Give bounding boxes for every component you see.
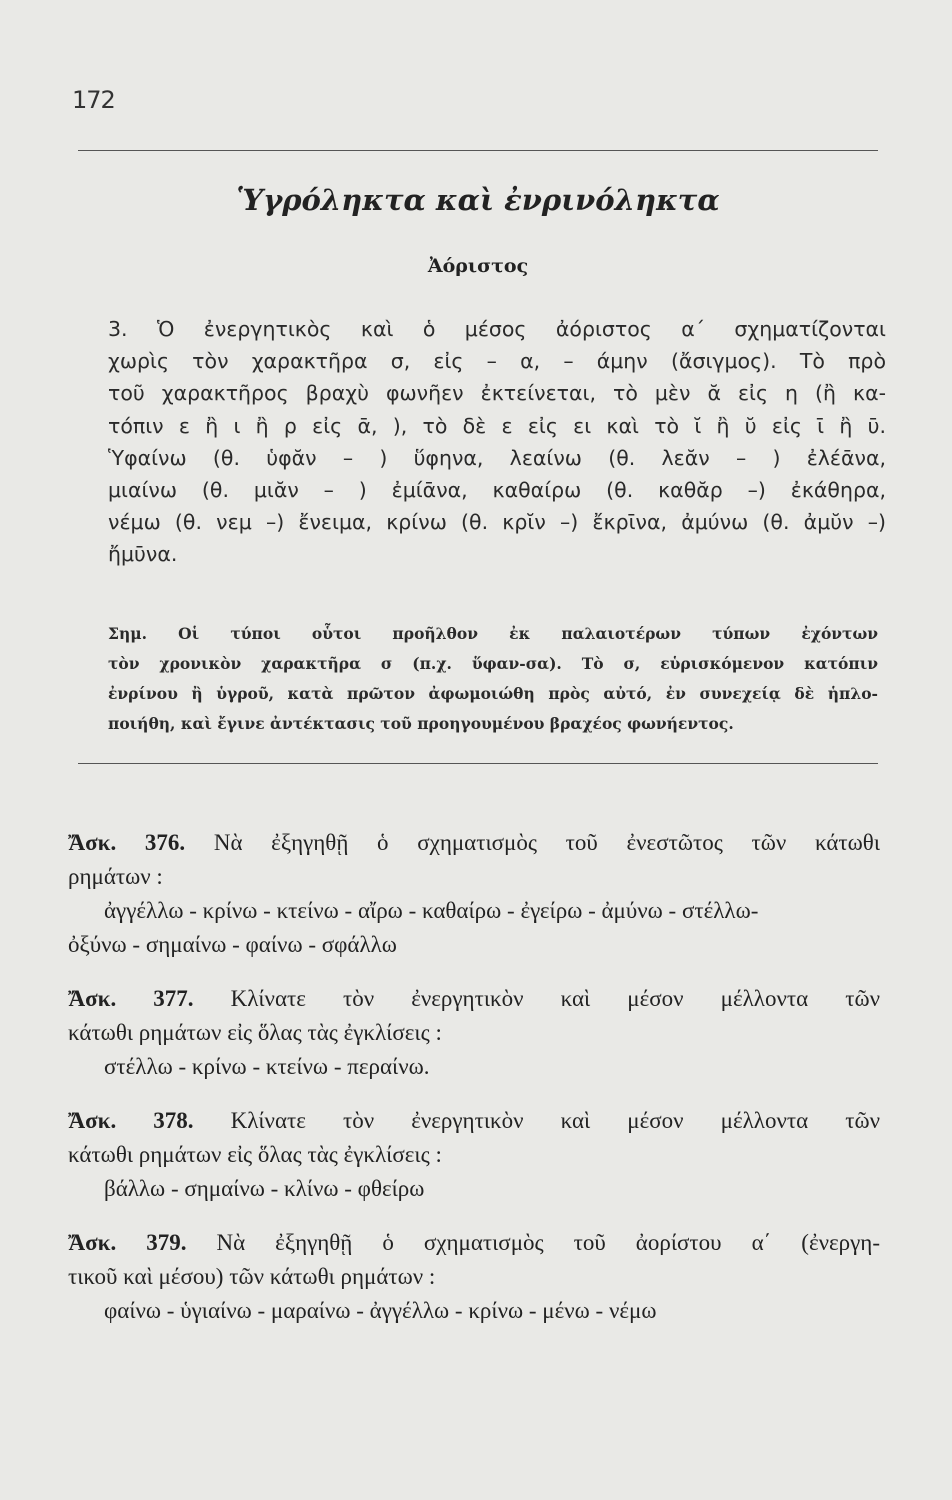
- note-line: Σημ. Οἱ τύποι οὗτοι προῆλθον ἐκ παλαιοτέρων τύπων ἐχόντων: [108, 624, 878, 643]
- rule-line: μιαίνω (θ. μιᾰν – ) ἐμίᾱνα, καθαίρω (θ. καθᾰρ –) ἐκάθηρα,: [108, 478, 886, 503]
- exercise-prompt-continued: ρημάτων :: [68, 864, 163, 889]
- rule-line: 3. Ὁ ἐνεργητικὸς καὶ ὁ μέσος ἀόριστος α΄ σχηματίζονται: [108, 317, 886, 341]
- rule-line: νέμω (θ. νεμ –) ἔνειμα, κρίνω (θ. κρῐν –) ἔκρῑνα, ἀμύνω (θ. ἀμῠν –): [108, 510, 886, 535]
- note-line: ἐνρίνου ἢ ὑγροῦ, κατὰ πρῶτον ἀφωμοιώθη πρὸς αὐτό, ἐν συνεχείᾳ δὲ ἡπλο-: [108, 684, 878, 703]
- page-number: 172: [72, 86, 115, 114]
- exercise-prompt-continued: κάτωθι ρημάτων εἰς ὅλας τὰς ἐγκλίσεις :: [68, 1020, 442, 1045]
- exercise-379: [68, 1226, 880, 1328]
- exercise-word-list: βάλλω - σημαίνω - κλίνω - φθείρω: [104, 1176, 425, 1201]
- exercise-prompt: Νὰ ἐξηγηθῇ ὁ σχηματισμὸς τοῦ ἀορίστου α΄ (ἐνεργη-: [216, 1230, 880, 1255]
- exercise-label: Ἄσκ. 376.: [68, 830, 186, 855]
- exercise-word-list: στέλλω - κρίνω - κτείνω - περαίνω.: [104, 1054, 430, 1079]
- rule-line: τοῦ χαρακτῆρος βραχὺ φωνῆεν ἐκτείνεται, τὸ μὲν ᾰ εἰς η (ἢ κα-: [108, 381, 886, 406]
- exercise-label: Ἄσκ. 379.: [68, 1230, 187, 1255]
- exercise-prompt-line: [68, 982, 880, 1016]
- section-title: Ὑγρόληκτα καὶ ἐνρινόληκτα: [236, 183, 720, 217]
- grammar-rule-box: [78, 150, 886, 764]
- exercise-prompt: Κλίνατε τὸν ἐνεργητικὸν καὶ μέσον μέλλοντα τῶν: [230, 986, 880, 1011]
- exercise-word-list: ἀγγέλλω - κρίνω - κτείνω - αἴρω - καθαίρω - ἐγείρω - ἀμύνω - στέλλω-: [104, 898, 759, 923]
- exercise-prompt: Νὰ ἐξηγηθῇ ὁ σχηματισμὸς τοῦ ἐνεστῶτος τῶν κάτωθι: [213, 830, 881, 855]
- exercises-list: [68, 826, 880, 1348]
- exercise-prompt-continued: τικοῦ καὶ μέσου) τῶν κάτωθι ρημάτων :: [68, 1264, 436, 1289]
- exercise-prompt: Κλίνατε τὸν ἐνεργητικὸν καὶ μέσον μέλλοντα τῶν: [230, 1108, 880, 1133]
- exercise-word-list: φαίνω - ὑγιαίνω - μαραίνω - ἀγγέλλω - κρίνω - μένω - νέμω: [104, 1298, 657, 1323]
- rule-line: χωρὶς τὸν χαρακτῆρα σ, εἰς – α, – άμην (ἄσιγμος). Τὸ πρὸ: [108, 349, 886, 374]
- section-subtitle: Ἀόριστος: [427, 255, 529, 277]
- note-line: τὸν χρονικὸν χαρακτῆρα σ (π.χ. ὕφαν-σα). Τὸ σ, εὑρισκόμενον κατόπιν: [108, 654, 878, 673]
- exercise-377: [68, 982, 880, 1084]
- exercise-word-list-continued: ὀξύνω - σημαίνω - φαίνω - σφάλλω: [68, 932, 397, 957]
- exercise-prompt-line: [68, 826, 880, 860]
- exercise-prompt-line: [68, 1226, 880, 1260]
- rule-paragraph: [108, 313, 886, 571]
- exercise-label: Ἄσκ. 377.: [68, 986, 194, 1011]
- note-paragraph: [108, 619, 878, 739]
- exercise-376: [68, 826, 880, 962]
- exercise-378: [68, 1104, 880, 1206]
- rule-line: τόπιν ε ἢ ι ἢ ρ εἰς ᾱ, ), τὸ δὲ ε εἰς ει καὶ τὸ ῐ ἢ ῠ εἰς ῑ ἢ ῡ.: [108, 413, 886, 438]
- note-line: ποιήθη, καὶ ἔγινε ἀντέκτασις τοῦ προηγουμένου βραχέος φωνήεντος.: [108, 714, 734, 733]
- exercise-prompt-continued: κάτωθι ρημάτων εἰς ὅλας τὰς ἐγκλίσεις :: [68, 1142, 442, 1167]
- exercise-label: Ἄσκ. 378.: [68, 1108, 194, 1133]
- exercise-prompt-line: [68, 1104, 880, 1138]
- rule-line: ἤμῡνα.: [108, 542, 178, 567]
- rule-line: Ὑφαίνω (θ. ὑφᾰν – ) ὕφηνα, λεαίνω (θ. λεᾰν – ) ἐλέᾱνα,: [108, 445, 886, 470]
